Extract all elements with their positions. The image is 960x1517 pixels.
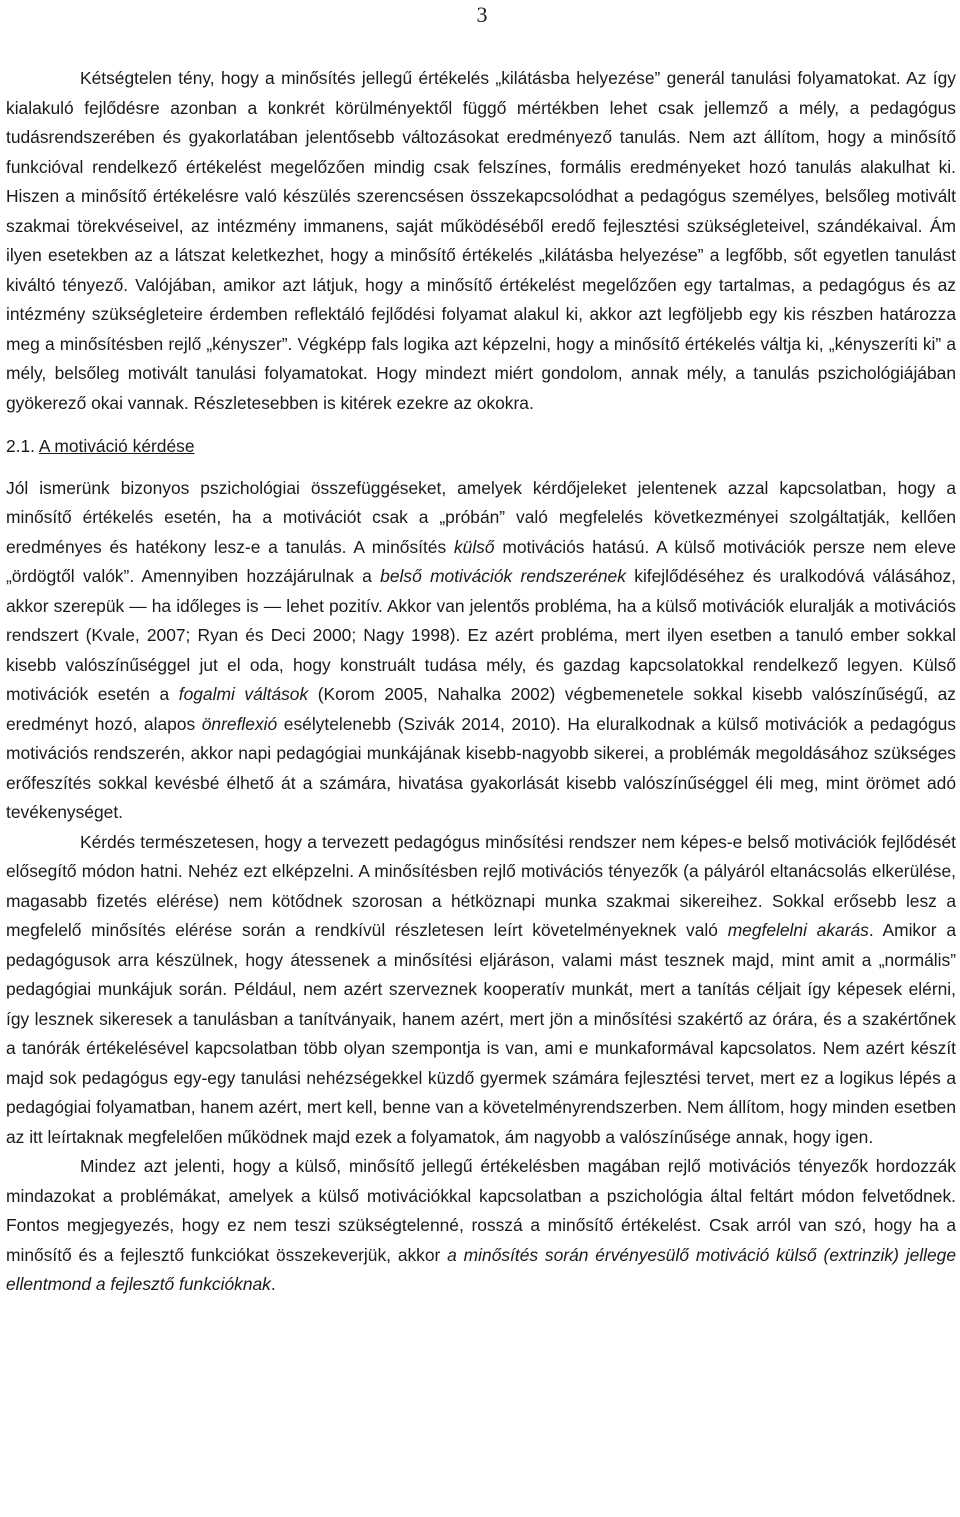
intro-text-1: Kétségtelen tény, hogy a minősítés jellegű értékelés „kilátásba helyezése” generál tanulási folyamatokat. Az így kialakuló fejlődésre azonban a konkrét körülményektől függő mértékben lehet csak jellemző a mély, a pedagógus tudásrendszerében és gyakorlatában jelentősebb változásokat eredményező tanulás. [6, 68, 956, 147]
document-body [6, 64, 956, 1300]
page-number: 3 [476, 2, 488, 27]
emphasis: külső [453, 536, 495, 557]
emphasis: önreflexió [201, 713, 278, 734]
text-run: Kérdés természetesen, hogy a tervezett pedagógus minősítési rendszer nem képes-e belső motivációk fejlődését elősegítő módon hatni. Nehéz ezt elképzelni. A minősítésben rejlő motivációs tényezők (a pályáról eltanácsolás elkerülése, magasabb fizetés elérése) nem kötődnek szorosan a hétköznapi munka szakmai sikereihez. Sokkal erősebb lesz a megfelelő minősítés elérése során a rendkívül részletesen leírt követelményeknek való [6, 831, 956, 940]
emphasis: fogalmi váltások [178, 684, 309, 704]
paragraph-motivation [6, 474, 956, 828]
section-number: 2.1. [6, 436, 36, 456]
text-run: . [270, 1274, 276, 1294]
paragraph-intro [6, 64, 956, 418]
text-run: . Amikor a pedagógusok arra készülnek, hogy átessenek a minősítési eljáráson, valami mást tesznek majd, mint amit a „normális” pedagógiai munkájuk során. Például, nem azért szerveznek kooperatív munkát, mert a tanítás céljait így képesek elérni, így lesznek sikeresek a tanulásban a tanítványaik, hanem azért, mert jön a minősítési szakértő az órára, és a szakértőnek a tanórák értékelésével kapcsolatban több olyan szempontja is van, ami e munkaformával kapcsolatos. Nem azért készít majd sok pedagógus egy-egy tanulási nehézségekkel küzdő gyermek számára fejlesztési tervet, mert ez a logikus lépés a pedagógiai folyamatban, hanem azért, mert kell, benne van a követelményrendszerben. Nem állítom, hogy minden esetben az itt leírtaknak megfelelően működnek majd ezek a folyamatok, ám nagyobb a valószínűsége annak, hogy igen. [6, 920, 956, 1147]
text-run: motivációs hatású. A külső motivációk persze nem eleve „ördögtől valók”. Amennyiben hozzájárulnak a [6, 536, 957, 586]
section-title: A motiváció kérdése [38, 436, 195, 456]
text-run: esélytelenebb (Szivák 2014, 2010). Ha eluralkodnak a külső motivációk a pedagógus motivációs rendszerén, akkor napi pedagógiai munkájának kisebb-nagyobb sikerei, a problémák megoldásához szükséges erőfeszítés sokkal kevésbé élhető át a számára, hivatása gyakorlását kisebb valószínűséggel éli meg, mint örömet adó tevékenységet. [6, 713, 956, 822]
emphasis: megfelelni akarás [727, 920, 869, 940]
text-run: Mindez azt jelenti, hogy a külső, minősítő jellegű értékelésben magában rejlő motivációs tényezők hordozzák mindazokat a problémákat, amelyek a külső motivációkkal kapcsolatban a pszichológia által feltárt módon felvetődnek. Fontos megjegyezés, hogy ez nem teszi szükségtelenné, rosszá a minősítő értékelést. Csak arról van szó, hogy ha a minősítő és a fejlesztő funkciókat összekeverjük, akkor [6, 1156, 956, 1265]
section-heading [6, 432, 956, 462]
emphasis: belső motivációk rendszerének [380, 566, 626, 586]
emphasis: a minősítés során érvényesülő motiváció külső (extrinzik) jellege ellentmond a fejlesztő funkcióknak [6, 1244, 956, 1294]
text-run: kifejlődéséhez és uralkodóvá válásához, akkor szerepük — ha időleges is — lehet pozitív. Akkor van jelentős probléma, ha a külső motivációk eluralják a motivációs rendszert (Kvale, 2007; Ryan és Deci 2000; Nagy 1998). Ez azért probléma, mert ilyen esetben a tanuló ember sokkal kisebb valószínűséggel jut el oda, hogy konstruált tudása mély, és gazdag kapcsolatokkal rendelkező legyen. Külső motivációk esetén a [6, 566, 957, 704]
intro-text-2: Nem azt állítom, hogy a minősítő funkcióval rendelkező értékelést megelőzően mindig csak felszínes, formális eredményeket hozó tanulás alakulhat ki. [6, 127, 956, 177]
intro-text-3: Hiszen a minősítő értékelésre való készülés szerencsésen összekapcsolódhat a pedagógus személyes, belsőleg motivált szakmai törekvéseivel, az intézmény immanens, saját működéséből eredő fejlesztési szükségleteivel, szándékaival. Ám ilyen esetekben az a látszat keletkezhet, hogy a minősítő értékelés „kilátásba helyezése” a legfőbb, sőt egyetlen tanulást kiváltó tényező. Valójában, amikor azt látjuk, hogy a minősítő értékelést megelőzően egy tartalmas, a pedagógus és az intézmény szükségleteire érdemben reflektáló fejlődési folyamat alakul ki, akkor azt legföljebb egy kis részben határozza meg a minősítésben rejlő „kényszer”. Végképp fals logika azt képzelni, hogy a minősítő értékelés váltja ki, „kényszeríti ki” a mély, belsőleg motivált tanulási folyamatokat. Hogy mindezt miért gondolom, annak mély, a tanulás pszichológiájában gyökerező okai vannak. Részletesebben is kitérek ezekre az okokra. [6, 186, 956, 413]
paragraph-question [6, 828, 956, 1153]
paragraph-conclusion [6, 1152, 956, 1300]
text-run: (Korom 2005, Nahalka 2002) végbemenetele sokkal kisebb valószínűségű, az eredményt hozó, alapos [6, 684, 956, 734]
text-run: Jól ismerünk bizonyos pszichológiai összefüggéseket, amelyek kérdőjeleket jelentenek azzal kapcsolatban, hogy a minősítő értékelés esetén, ha a motivációt csak a „próbán” való megfelelés következményei szolgáltatják, kellően eredményes és hatékony lesz-e a tanulás. A minősítés [6, 477, 956, 557]
